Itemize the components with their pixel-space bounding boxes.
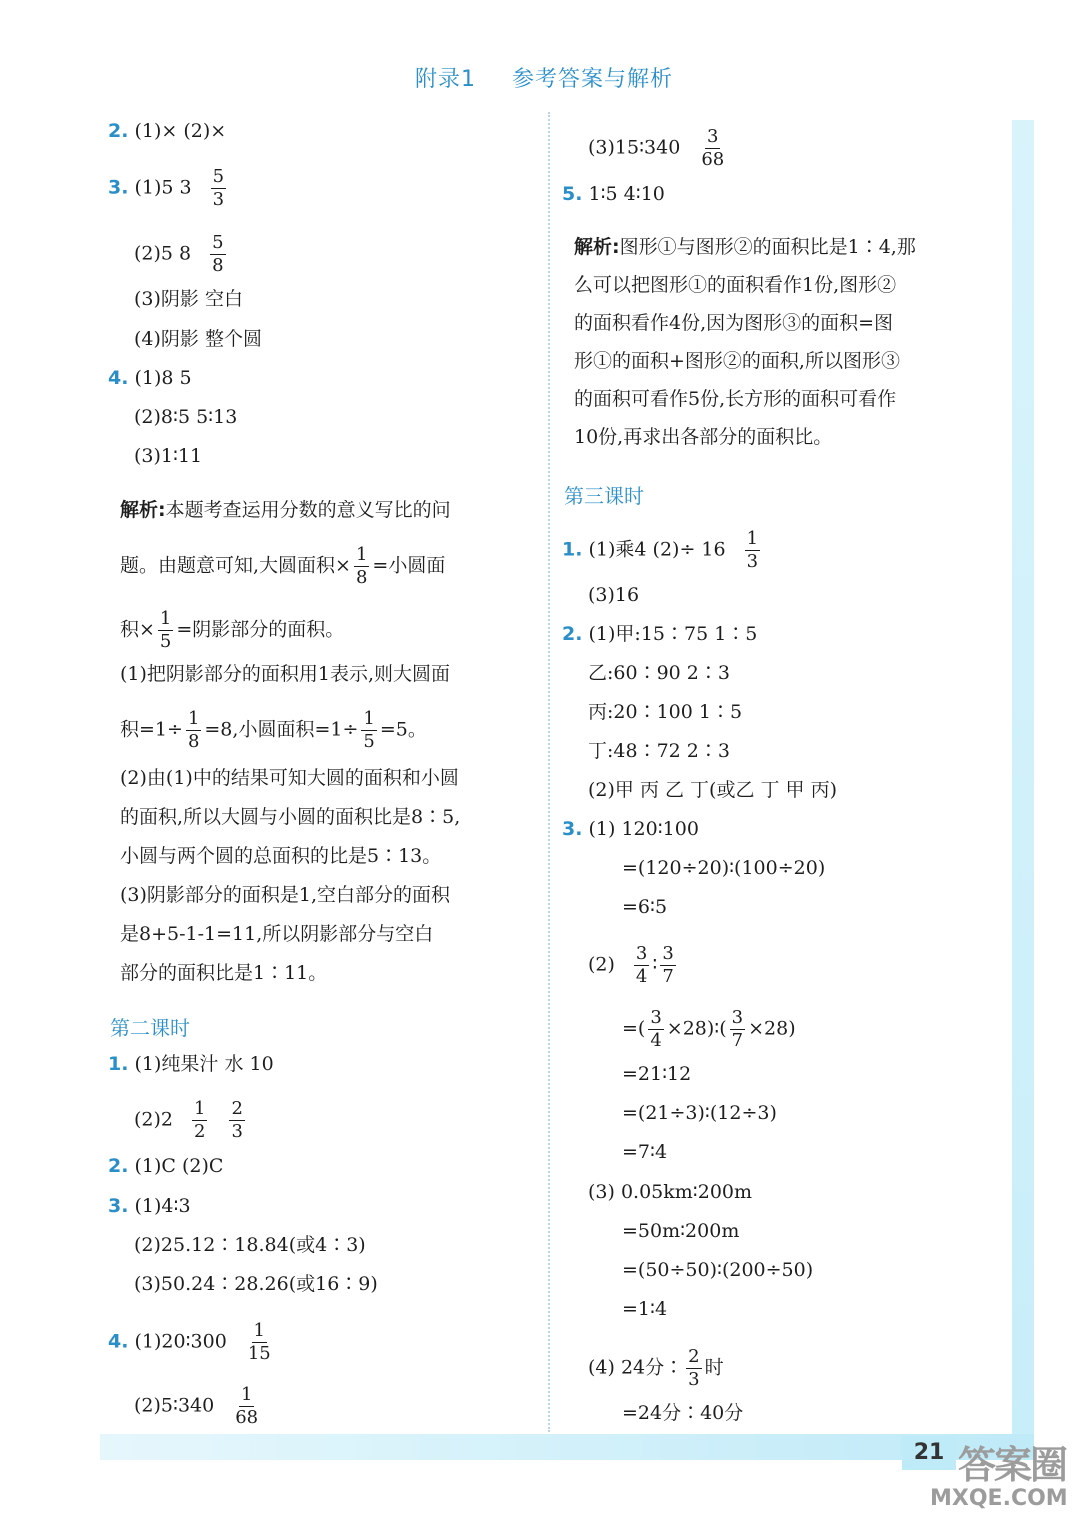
bottom-band — [100, 1434, 1034, 1460]
analysis-line: 的面积,所以大圆与小圆的面积比是8∶5, — [120, 806, 461, 828]
answer-s2q3-1: 3. (1)4∶3 — [108, 1195, 191, 1217]
analysis-line: (2)由(1)中的结果可知大圆的面积和小圆 — [120, 767, 459, 789]
answer-q4-1 — [108, 365, 192, 391]
section-heading: 第三课时 — [564, 484, 644, 508]
answer-s2q3-2: (2)25.12∶18.84(或4∶3) — [134, 1234, 366, 1256]
fraction: $\frac{3}{4}$ — [635, 943, 648, 987]
fraction: $\frac{3}{7}$ — [662, 943, 674, 987]
question-number: 2. — [108, 120, 129, 142]
answer-s3q2-4: 丁:48∶72 2∶3 — [588, 740, 730, 762]
fraction: $\frac{1}{5}$ — [363, 708, 375, 752]
answer-q3-2 — [134, 234, 229, 275]
fraction: $\frac{3}{7}$ — [731, 1007, 744, 1051]
question-number: 3. — [562, 818, 583, 840]
answer-q3-4: (4)阴影 整个圆 — [134, 328, 262, 350]
answer-q2 — [108, 118, 226, 144]
analysis-line: 解析:本题考查运用分数的意义写比的问 — [120, 499, 451, 521]
fraction: $\frac{2}{3}$ — [688, 1346, 700, 1390]
page-number: 21 — [902, 1436, 956, 1470]
answer-q3-3: (3)阴影 空白 — [134, 288, 243, 310]
answer-text: (1)纯果汁 水 10 — [134, 1053, 274, 1075]
answer-q3-1 — [108, 168, 229, 209]
fraction: $\frac{1}{3}$ — [746, 528, 759, 572]
calc-step: =1∶4 — [622, 1298, 668, 1320]
page-header — [0, 62, 1088, 93]
answer-s3q1-2: (3)16 — [588, 584, 640, 606]
analysis-line: 么可以把图形①的面积看作1份,图形② — [574, 274, 897, 296]
fraction: $\frac{5}{3}$ — [212, 166, 225, 210]
question-number: 1. — [562, 538, 583, 561]
answer-s3q3-4: (4) 24分∶ $\frac{2}{3}$ 时 — [588, 1346, 724, 1390]
question-number: 3. — [108, 1195, 129, 1217]
question-number: 3. — [108, 176, 129, 199]
answer-s3q3-3: (3) 0.05km∶200m — [588, 1181, 753, 1203]
answer-s3q2-3: 丙:20∶100 1∶5 — [588, 701, 743, 723]
section-heading: 第二课时 — [110, 1016, 190, 1040]
watermark-logo: 答案圈 — [958, 1443, 1067, 1487]
question-number: 2. — [562, 623, 583, 645]
fraction: $\frac{1}{68}$ — [235, 1384, 259, 1428]
calc-step: =7∶4 — [622, 1141, 668, 1163]
answer-s3q1-1: 1. (1)乘4 (2)÷ 16 $\frac{1}{3}$ — [562, 528, 759, 572]
analysis-label: 解析: — [574, 236, 620, 258]
answer-r1: (3)15∶340 $\frac{3}{68}$ — [588, 126, 725, 170]
analysis-line: 是8+5-1-1=11,所以阴影部分与空白 — [120, 923, 434, 945]
analysis-line: 形①的面积+图形②的面积,所以图形③ — [574, 350, 900, 372]
fraction: $\frac{2}{3}$ — [231, 1098, 243, 1142]
answer-s2q1-2: (2)2 $\frac{1}{2}$ $\frac{2}{3}$ — [134, 1098, 243, 1142]
fraction: $\frac{1}{15}$ — [247, 1320, 271, 1364]
fraction: $\frac{1}{5}$ — [159, 608, 172, 652]
calc-step: =(120÷20)∶(100÷20) — [622, 857, 826, 879]
answer-text: (1)× (2)× — [134, 120, 227, 142]
fraction: $\frac{3}{4}$ — [650, 1007, 662, 1051]
calc-step: =(50÷50)∶(200÷50) — [622, 1259, 814, 1281]
analysis-line: 的面积看作4份,因为图形③的面积=图 — [574, 312, 894, 334]
column-divider — [548, 112, 550, 1432]
calc-step: =6∶5 — [622, 896, 668, 918]
answer-s3q3-2: (2) $\frac{3}{4}$ ∶ $\frac{3}{7}$ — [588, 943, 674, 987]
answer-s2q4-2: (2)5∶340 $\frac{1}{68}$ — [134, 1384, 259, 1428]
question-number: 4. — [108, 367, 129, 389]
analysis-label: 解析: — [120, 499, 166, 521]
analysis-line: 小圆与两个圆的总面积的比是5∶13。 — [120, 845, 442, 867]
analysis-line: 部分的面积比是1∶11。 — [120, 962, 328, 984]
analysis-line: (1)把阴影部分的面积用1表示,则大圆面 — [120, 663, 451, 685]
answer-text: (1)5 3 — [134, 176, 192, 199]
calc-step: =21∶12 — [622, 1063, 692, 1085]
answer-s3q2-5: (2)甲 丙 乙 丁(或乙 丁 甲 丙) — [588, 779, 837, 801]
analysis-line: 的面积可看作5份,长方形的面积可看作 — [574, 388, 897, 410]
question-number: 1. — [108, 1053, 129, 1075]
calc-step: =24分∶40分 — [622, 1402, 744, 1424]
answer-s3q2-2: 乙:60∶90 2∶3 — [588, 662, 730, 684]
header-title: 参考答案与解析 — [511, 67, 673, 92]
answer-q4-2: (2)8∶5 5∶13 — [134, 406, 238, 428]
answer-s3q3-1: 3. (1) 120∶100 — [562, 818, 699, 840]
question-number: 2. — [108, 1155, 129, 1177]
fraction: $\frac{5}{8}$ — [212, 232, 224, 276]
answer-s2q2: 2. (1)C (2)C — [108, 1155, 224, 1177]
calc-step: =( $\frac{3}{4}$ ×28)∶( $\frac{3}{7}$ ×28) — [622, 1007, 796, 1051]
calc-step: =50m∶200m — [622, 1220, 740, 1242]
calc-step: =(21÷3)∶(12÷3) — [622, 1102, 777, 1124]
fraction: $\frac{1}{8}$ — [355, 544, 368, 588]
answer-q5: 5. 1∶5 4∶10 — [562, 183, 665, 205]
fraction: $\frac{1}{8}$ — [187, 708, 200, 752]
answer-text: (2)5 8 — [134, 242, 192, 265]
answer-s3q2-1: 2. (1)甲:15∶75 1∶5 — [562, 623, 758, 645]
analysis-line: 题。由题意可知,大圆面积× $\frac{1}{8}$ =小圆面 — [120, 544, 446, 588]
analysis-line: (3)阴影部分的面积是1,空白部分的面积 — [120, 884, 451, 906]
page-edge-band — [1012, 120, 1034, 1450]
answer-s2q3-3: (3)50.24∶28.26(或16∶9) — [134, 1273, 378, 1295]
analysis-line: 解析:图形①与图形②的面积比是1∶4,那 — [574, 236, 916, 258]
question-number: 5. — [562, 183, 583, 205]
analysis-line: 积=1÷ $\frac{1}{8}$ =8,小圆面积=1÷ $\frac{1}{5}$ =5。 — [120, 708, 427, 752]
answer-s2q1-1 — [108, 1051, 274, 1077]
analysis-line: 积× $\frac{1}{5}$ =阴影部分的面积。 — [120, 608, 345, 652]
watermark-url: MXQE.COM — [930, 1486, 1068, 1511]
fraction: $\frac{3}{68}$ — [701, 126, 725, 170]
fraction: $\frac{1}{2}$ — [194, 1098, 206, 1142]
analysis-line: 10份,再求出各部分的面积比。 — [574, 426, 833, 448]
header-appendix: 附录1 — [414, 67, 476, 92]
answer-text: (1)8 5 — [134, 367, 192, 389]
question-number: 4. — [108, 1330, 129, 1353]
answer-s2q4-1: 4. (1)20∶300 $\frac{1}{15}$ — [108, 1320, 271, 1364]
answer-q4-3: (3)1∶11 — [134, 445, 203, 467]
